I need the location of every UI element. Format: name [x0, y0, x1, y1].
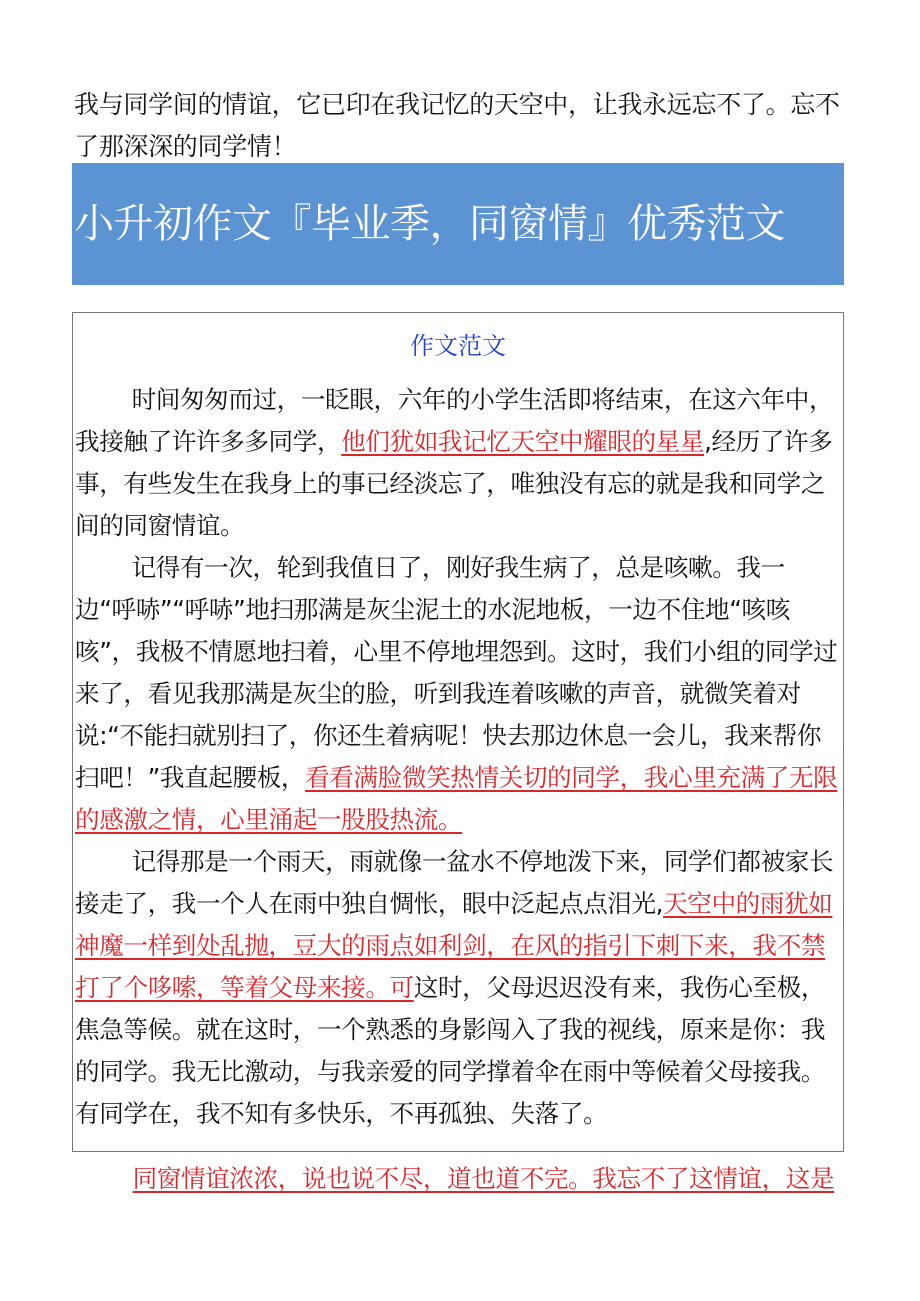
highlighted-sentence: 看看满脸微笑热情关切的同学，我心里充满了无限的感激之情，心里涌起一股股热流。 — [75, 763, 838, 834]
essay-box — [72, 312, 844, 1152]
paragraph-text: ,经历了许多事，有些发生在我身上的事已经淡忘了，唯独没有忘的就是我和同学之间的同窗情谊。 — [75, 427, 833, 540]
essay-body — [75, 379, 841, 1135]
banner-title: 小升初作文『毕业季，同窗情』优秀范文 — [74, 201, 785, 247]
essay-paragraph-3 — [75, 841, 841, 1135]
essay-paragraph-2 — [75, 547, 841, 841]
essay-paragraph-1 — [75, 379, 841, 547]
paragraph-text: 记得有一次，轮到我值日了，刚好我生病了，总是咳嗽。我一边“呼哧”“呼哧”地扫那满是灰尘泥土的水泥地板，一边不住地“咳咳咳”，我极不情愿地扫着，心里不停地埋怨到。这时，我们小组的同学过来了，看见我那满是灰尘的脸，听到我连着咳嗽的声音，就微笑着对说:“不能扫就别扫了，你还生着病呢！快去那边休息一会儿，我来帮你扫吧！”我直起腰板， — [75, 553, 838, 792]
paragraph-text: 时间匆匆而过，一眨眼，六年的小学生活即将结束，在这六年中，我接触了许许多多同学， — [75, 385, 834, 456]
highlighted-sentence: 他们犹如我记忆天空中耀眼的星星 — [341, 427, 705, 456]
title-banner — [72, 163, 844, 285]
paragraph-text: 记得那是一个雨天，雨就像一盆水不停地泼下来，同学们都被家长接走了，我一个人在雨中独自惆怅，眼中泛起点点泪光, — [75, 847, 834, 918]
essay-heading: 作文范文 — [410, 332, 506, 360]
intro-paragraph: 我与同学间的情谊，它已印在我记忆的天空中，让我永远忘不了。忘不了那深深的同学情！ — [74, 90, 840, 161]
highlighted-sentence: 天空中的雨犹如神魔一样到处乱抛，豆大的雨点如利剑，在风的指引下刺下来，我不禁打了个哆嗦，等着父母来接。可 — [75, 889, 833, 1002]
closing-sentence: 同窗情谊浓浓，说也说不尽，道也道不完。我忘不了这情谊，这是 — [132, 1164, 835, 1193]
paragraph-text: 这时，父母迟迟没有来，我伤心至极，焦急等候。就在这时，一个熟悉的身影闯入了我的视线，原来是你：我的同学。我无比激动，与我亲爱的同学撑着伞在雨中等候着父母接我。有同学在，我不知有多快乐，不再孤独、失落了。 — [75, 973, 826, 1128]
